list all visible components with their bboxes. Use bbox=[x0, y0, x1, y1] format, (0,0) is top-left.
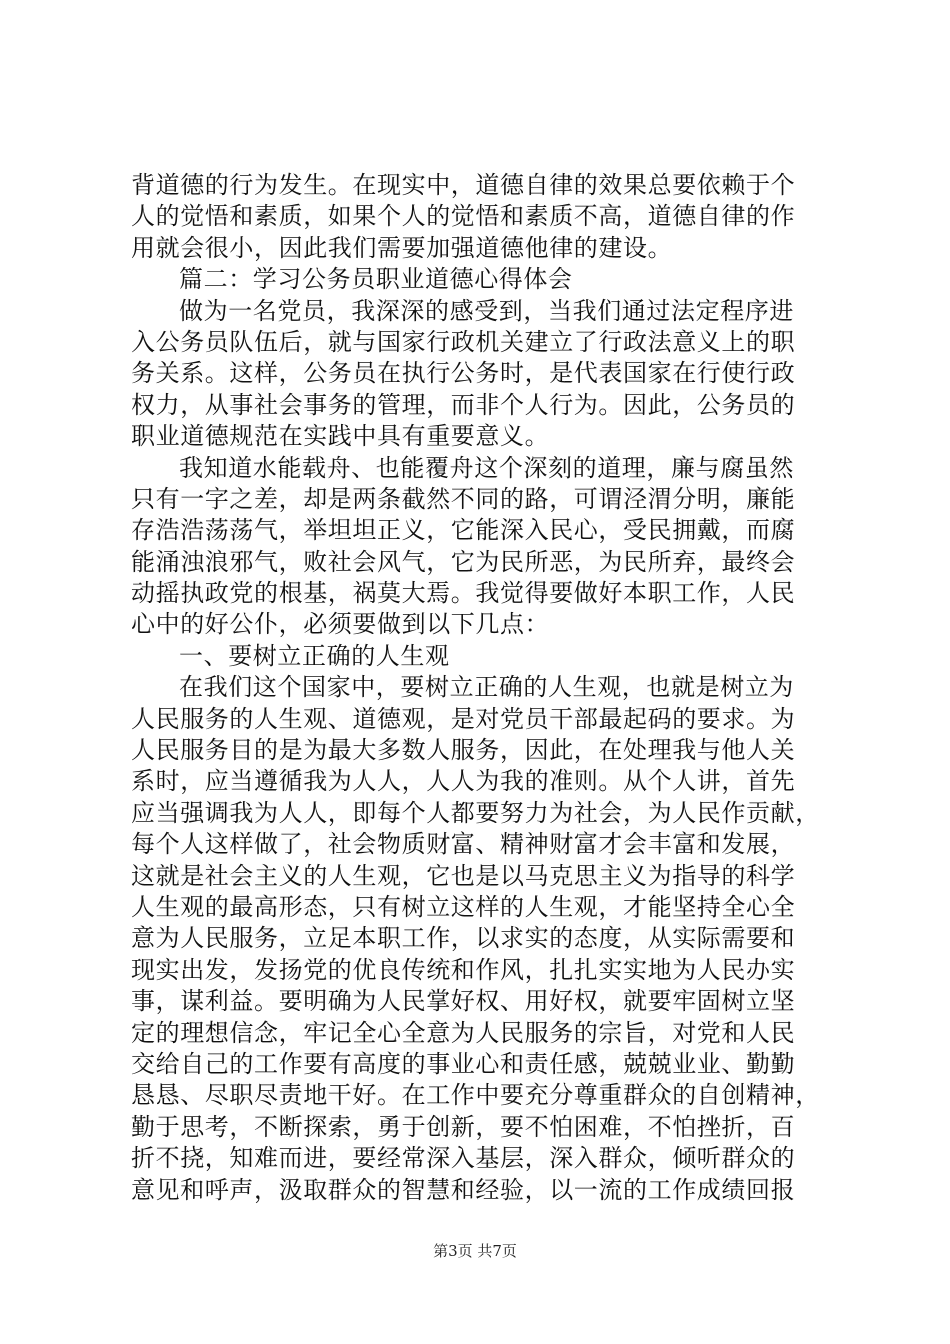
text-line: 人民服务目的是为最大多数人服务，因此，在处理我与他人关 bbox=[131, 736, 796, 765]
text-line: 现实出发，发扬党的优良传统和作风，扎扎实实地为人民办实 bbox=[131, 955, 796, 984]
text-line: 一、要树立正确的人生观 bbox=[179, 641, 450, 670]
text-line: 事，谋利益。要明确为人民掌好权、用好权，就要牢固树立坚 bbox=[131, 987, 796, 1016]
text-line: 人的觉悟和素质，如果个人的觉悟和素质不高，道德自律的作 bbox=[131, 202, 796, 231]
text-line: 心中的好公仆，必须要做到以下几点： bbox=[131, 610, 550, 639]
text-line: 用就会很小，因此我们需要加强道德他律的建设。 bbox=[131, 233, 673, 262]
text-line: 每个人这样做了，社会物质财富、精神财富才会丰富和发展， bbox=[131, 830, 796, 859]
text-line: 动摇执政党的根基，祸莫大焉。我觉得要做好本职工作，人民 bbox=[131, 579, 796, 608]
text-line: 务关系。这样，公务员在执行公务时，是代表国家在行使行政 bbox=[131, 359, 796, 388]
text-line: 系时，应当遵循我为人人，人人为我的准则。从个人讲，首先 bbox=[131, 767, 796, 796]
text-line: 交给自己的工作要有高度的事业心和责任感，兢兢业业、勤勤 bbox=[131, 1049, 796, 1078]
text-line: 能涌浊浪邪气，败社会风气，它为民所恶，为民所弃，最终会 bbox=[131, 547, 796, 576]
text-line: 职业道德规范在实践中具有重要意义。 bbox=[131, 422, 550, 451]
text-line: 篇二：学习公务员职业道德心得体会 bbox=[179, 265, 573, 294]
text-line: 存浩浩荡荡气，举坦坦正义，它能深入民心，受民拥戴，而腐 bbox=[131, 516, 796, 545]
text-line: 权力，从事社会事务的管理，而非个人行为。因此，公务员的 bbox=[131, 390, 796, 419]
text-line: 意为人民服务，立足本职工作，以求实的态度，从实际需要和 bbox=[131, 924, 796, 953]
text-line: 定的理想信念，牢记全心全意为人民服务的宗旨，对党和人民 bbox=[131, 1018, 796, 1047]
text-line: 入公务员队伍后，就与国家行政机关建立了行政法意义上的职 bbox=[131, 327, 796, 356]
text-line: 这就是社会主义的人生观，它也是以马克思主义为指导的科学 bbox=[131, 861, 796, 890]
text-line: 背道德的行为发生。在现实中，道德自律的效果总要依赖于个 bbox=[131, 171, 796, 199]
text-line: 勤于思考，不断探索，勇于创新，要不怕困难，不怕挫折，百 bbox=[131, 1112, 796, 1141]
text-line: 意见和呼声，汲取群众的智慧和经验，以一流的工作成绩回报 bbox=[131, 1175, 796, 1204]
page-footer: 第3页 共7页 bbox=[433, 1242, 517, 1260]
text-line: 应当强调我为人人，即每个人都要努力为社会，为人民作贡献， bbox=[131, 798, 820, 827]
body-text bbox=[131, 170, 831, 1206]
text-line: 人民服务的人生观、道德观，是对党员干部最起码的要求。为 bbox=[131, 704, 796, 733]
text-line: 恳恳、尽职尽责地干好。在工作中要充分尊重群众的自创精神， bbox=[131, 1081, 820, 1110]
text-line: 我知道水能载舟、也能覆舟这个深刻的道理，廉与腐虽然 bbox=[179, 453, 794, 482]
text-line: 人生观的最高形态，只有树立这样的人生观，才能坚持全心全 bbox=[131, 892, 796, 921]
text-line: 折不挠，知难而进，要经常深入基层，深入群众，倾听群众的 bbox=[131, 1144, 796, 1173]
text-line: 做为一名党员，我深深的感受到，当我们通过法定程序进 bbox=[179, 296, 794, 325]
text-line: 在我们这个国家中，要树立正确的人生观，也就是树立为 bbox=[179, 673, 794, 702]
text-line: 只有一字之差，却是两条截然不同的路，可谓泾渭分明，廉能 bbox=[131, 484, 796, 513]
